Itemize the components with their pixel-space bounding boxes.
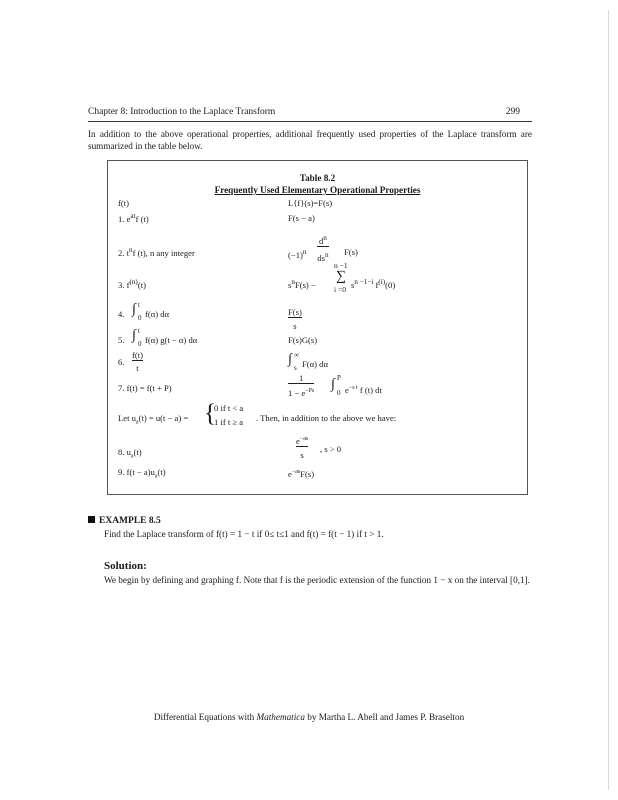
row7-int-lower: 0 bbox=[337, 389, 341, 397]
row3-sigma: ∑ bbox=[336, 269, 346, 284]
col-header-f: f(t) bbox=[118, 198, 129, 208]
row3-sum-lower: i =0 bbox=[334, 285, 346, 294]
operational-properties-table bbox=[107, 160, 528, 495]
row2-F-prefix: $(-1)^n$ bbox=[288, 248, 307, 260]
row4-int-upper: t bbox=[138, 301, 140, 309]
row7-int-upper: P bbox=[337, 374, 341, 382]
intro-paragraph: In addition to the above operational properties, additional frequently used properties of the Laplace transform are summarized in the table below. bbox=[88, 129, 532, 151]
page-footer: Differential Equations with Mathematica by Martha L. Abell and James P. Braselton bbox=[153, 712, 465, 722]
row8-f: 8. $u_a(t)$ bbox=[118, 447, 142, 460]
row7-F-fraction: 1 $1 - e^{-Ps}$ bbox=[288, 373, 315, 398]
row8-F-tail: , s > 0 bbox=[320, 444, 342, 454]
black-square-icon bbox=[88, 516, 95, 523]
row4-integral-sign: ∫ bbox=[132, 302, 136, 317]
row2-f: 2. $t^nf$ (t), n any integer bbox=[118, 246, 195, 258]
footer-italic-title: Mathematica bbox=[256, 712, 305, 722]
row9-F: $e^{-as}F(s)$ bbox=[288, 468, 315, 479]
row6-int-lower: s bbox=[294, 364, 297, 372]
row9-f: 9. $f(t - a)u_a(t)$ bbox=[118, 467, 166, 480]
row2-F-fraction: $d^n$ $ds^n$ bbox=[317, 234, 329, 263]
row7-f: 7. f(t) = f(t + P) bbox=[118, 383, 172, 393]
solution-heading: Solution: bbox=[104, 560, 147, 572]
row8-F-fraction: $e^{-as}$ s bbox=[296, 435, 309, 460]
row1-f: 1. $e^{at}f$ (t) bbox=[118, 212, 149, 224]
example-heading: EXAMPLE 8.5 bbox=[88, 516, 161, 526]
solution-text: We begin by defining and graphing f. Note that f is the periodic extension of the function 1 − x on the interval [0,1]. bbox=[104, 575, 530, 585]
example-text: Find the Laplace transform of f(t) = 1 − t if 0≤ t≤1 and f(t) = f(t − 1) if t > 1. bbox=[104, 529, 384, 539]
row3-F-tail: $s^{n -1-i}$ $f^{(i)}(0)$ bbox=[351, 278, 396, 290]
row5-int-upper: t bbox=[138, 327, 140, 335]
row6-integral-sign: ∫ bbox=[288, 352, 292, 367]
row7-integral-sign: ∫ bbox=[331, 377, 335, 392]
header-rule bbox=[88, 121, 532, 122]
let-u-case-1: 0 if t < a bbox=[214, 403, 244, 413]
row6-F-integrand: F(α) dα bbox=[302, 359, 328, 369]
row5-f-integrand: f(α) g(t − α) dα bbox=[145, 335, 198, 345]
let-u-tail: . Then, in addition to the above we have: bbox=[256, 413, 397, 423]
row5-int-lower: 0 bbox=[138, 340, 142, 348]
let-u-definition: Let $u_a(t) = u(t - a)$ = bbox=[118, 413, 189, 426]
row3-sum-upper: n −1 bbox=[334, 261, 348, 270]
row4-F-fraction: F(s) s bbox=[288, 307, 302, 331]
chapter-title: Chapter 8: Introduction to the Laplace Transform bbox=[88, 107, 276, 117]
row5-f-label: 5. bbox=[118, 335, 125, 345]
row2-F-tail: F(s) bbox=[344, 247, 358, 257]
row1-F: F(s − a) bbox=[288, 213, 315, 223]
row3-F: $s^nF(s)$ − bbox=[288, 278, 316, 290]
col-header-F: L{f}(s)=F(s) bbox=[288, 198, 333, 208]
row6-f-fraction: f(t) t bbox=[132, 350, 143, 373]
table-caption: Table 8.2 bbox=[299, 173, 336, 183]
row6-f-label: 6. bbox=[118, 357, 125, 367]
row4-int-lower: 0 bbox=[138, 314, 142, 322]
table-subtitle: Frequently Used Elementary Operational Properties bbox=[214, 185, 421, 195]
row5-integral-sign: ∫ bbox=[132, 328, 136, 343]
page-number: 299 bbox=[505, 107, 520, 117]
row3-f: 3. $f^{(n)}(t)$ bbox=[118, 278, 146, 290]
row6-int-upper: ∞ bbox=[294, 351, 299, 359]
running-header bbox=[88, 107, 532, 117]
page-edge-line bbox=[608, 10, 609, 790]
row7-F-integrand: $e^{-s t}$ f (t) dt bbox=[345, 384, 382, 395]
let-u-brace: { bbox=[204, 400, 216, 427]
let-u-case-2: 1 if t ≥ a bbox=[214, 417, 244, 427]
row5-F: F(s)G(s) bbox=[288, 335, 318, 345]
row4-f-integrand: f(α) dα bbox=[145, 309, 170, 319]
row4-f-label: 4. bbox=[118, 309, 125, 319]
